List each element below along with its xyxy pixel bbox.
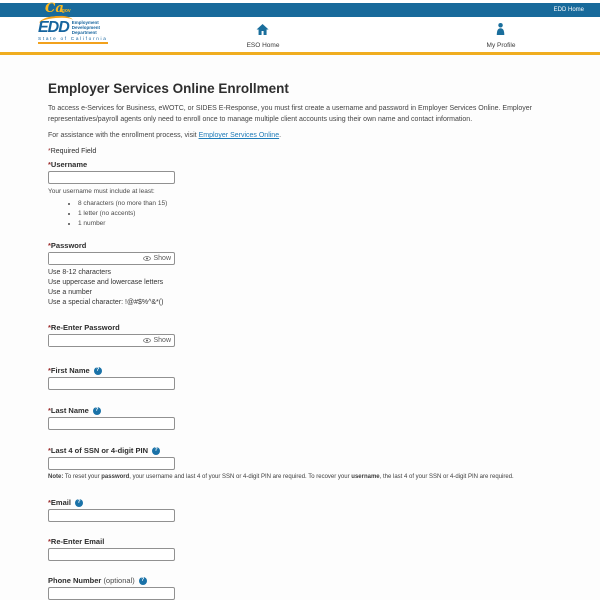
required-field-note bbox=[48, 146, 555, 157]
last-name-input[interactable] bbox=[48, 417, 175, 430]
first-name-field-group bbox=[48, 366, 555, 390]
edd-home-link[interactable]: EDD Home bbox=[553, 7, 584, 13]
ssn-pin-label bbox=[48, 446, 148, 455]
nav-eso-home-label: ESO Home bbox=[246, 42, 280, 49]
phone-label-text: Phone Number bbox=[48, 576, 102, 585]
site-header bbox=[0, 17, 600, 52]
username-field-group bbox=[48, 160, 555, 227]
page-title: Employer Services Online Enrollment bbox=[48, 81, 289, 96]
password-rules bbox=[48, 268, 555, 308]
required-marker: * bbox=[48, 323, 51, 332]
required-marker: * bbox=[48, 160, 51, 169]
required-marker: * bbox=[48, 446, 51, 455]
ssn-pin-input[interactable] bbox=[48, 457, 175, 470]
show-password-button[interactable] bbox=[143, 255, 174, 262]
required-marker: * bbox=[48, 537, 51, 546]
last-name-label-text: Last Name bbox=[50, 406, 89, 415]
eye-icon bbox=[143, 256, 151, 261]
first-name-label-text: First Name bbox=[50, 366, 90, 375]
phone-input[interactable] bbox=[48, 587, 175, 600]
ssn-note-bold: password bbox=[101, 474, 130, 480]
edd-logo-line3: Department bbox=[71, 29, 97, 35]
password-input[interactable] bbox=[49, 253, 143, 264]
intro-paragraph: To access e-Services for Business, eWOTC, or SIDES E-Response, you must first create a username and password in Employer Services Online. Employer representatives/payroll agents only need to enroll once to manage multiple client accounts using their own name and contact information. bbox=[48, 105, 532, 123]
reenter-password-label bbox=[48, 323, 120, 332]
password-field-group bbox=[48, 241, 555, 308]
ssn-pin-note: Note: To reset your password, your username and last 4 of your SSN or 4-digit PIN are required. To recover your username, the last 4 of your SSN or 4-digit PIN are required. bbox=[48, 474, 514, 480]
assistance-line bbox=[48, 130, 555, 141]
reenter-password-label-text: Re-Enter Password bbox=[50, 323, 120, 332]
assistance-suffix: . bbox=[279, 132, 282, 139]
username-rule: • 1 letter (no accents) bbox=[78, 210, 555, 217]
help-icon[interactable]: ? bbox=[152, 447, 160, 455]
username-rule-list bbox=[48, 200, 555, 227]
ssn-note-bold: username bbox=[351, 474, 380, 480]
required-marker: * bbox=[48, 148, 51, 155]
edd-logo-line1: Employment bbox=[71, 20, 99, 25]
username-rule: • 8 characters (no more than 15) bbox=[78, 200, 555, 207]
show-reenter-password-label: Show bbox=[153, 337, 171, 344]
reenter-email-field-group bbox=[48, 537, 555, 561]
ca-gov-logo-script: Ca bbox=[45, 1, 64, 16]
phone-label bbox=[48, 576, 135, 585]
last-name-label bbox=[48, 406, 89, 415]
edd-logo-text: EDD bbox=[38, 19, 69, 36]
show-password-label: Show bbox=[153, 255, 171, 262]
first-name-input[interactable] bbox=[48, 377, 175, 390]
enrollment-page bbox=[0, 55, 600, 600]
reenter-password-field-group bbox=[48, 323, 555, 347]
utility-bar bbox=[0, 3, 600, 17]
ssn-pin-field-group bbox=[48, 446, 555, 481]
password-label-text: Password bbox=[50, 241, 87, 250]
username-label-text: Username bbox=[50, 160, 88, 169]
nav-my-profile-label: My Profile bbox=[486, 42, 516, 49]
assistance-prefix: For assistance with the enrollment process, visit bbox=[48, 132, 199, 139]
help-icon[interactable]: ? bbox=[93, 407, 101, 415]
help-icon[interactable]: ? bbox=[139, 577, 147, 585]
phone-field-group bbox=[48, 576, 555, 600]
reenter-email-label bbox=[48, 537, 104, 546]
ssn-pin-label-text: Last 4 of SSN or 4-digit PIN bbox=[50, 446, 149, 455]
password-rule: Use a special character: !@#$%^&*() bbox=[48, 299, 164, 306]
password-rule: Use 8-12 characters bbox=[48, 269, 112, 276]
home-icon bbox=[257, 24, 269, 35]
ssn-note-bold: Note: bbox=[48, 474, 64, 480]
reenter-password-input-box bbox=[48, 334, 175, 347]
required-marker: * bbox=[48, 498, 51, 507]
required-marker: * bbox=[48, 366, 51, 375]
help-icon[interactable]: ? bbox=[94, 367, 102, 375]
employer-services-online-link[interactable]: Employer Services Online bbox=[198, 132, 280, 139]
first-name-label bbox=[48, 366, 90, 375]
edd-logo[interactable] bbox=[38, 20, 108, 44]
email-label-text: Email bbox=[50, 498, 71, 507]
help-icon[interactable]: ? bbox=[75, 499, 83, 507]
password-input-box bbox=[48, 252, 175, 265]
phone-optional-suffix: (optional) bbox=[103, 576, 135, 585]
password-label bbox=[48, 241, 86, 250]
nav-my-profile[interactable] bbox=[487, 22, 516, 49]
edd-logo-line2: Development bbox=[71, 24, 101, 30]
ca-gov-logo[interactable] bbox=[45, 0, 71, 16]
reenter-password-input[interactable] bbox=[49, 335, 143, 346]
username-label bbox=[48, 160, 87, 169]
reenter-email-label-text: Re-Enter Email bbox=[50, 537, 105, 546]
profile-icon bbox=[496, 23, 506, 35]
edd-logo-department-lines bbox=[72, 20, 100, 35]
edd-logo-tagline: State of California bbox=[38, 36, 108, 44]
eye-icon bbox=[143, 338, 151, 343]
email-input[interactable] bbox=[48, 509, 175, 522]
email-field-group bbox=[48, 498, 555, 522]
required-marker: * bbox=[48, 406, 51, 415]
ca-gov-logo-suffix: gov bbox=[61, 8, 71, 14]
last-name-field-group bbox=[48, 406, 555, 430]
username-input[interactable] bbox=[48, 171, 175, 184]
username-rule: • 1 number bbox=[78, 220, 555, 227]
required-note-text: Required Field bbox=[50, 148, 97, 155]
password-rule: Use uppercase and lowercase letters bbox=[48, 279, 164, 286]
nav-eso-home[interactable] bbox=[247, 22, 280, 49]
email-label bbox=[48, 498, 71, 507]
username-hint-title: Your username must include at least: bbox=[48, 188, 155, 195]
reenter-email-input[interactable] bbox=[48, 548, 175, 561]
show-reenter-password-button[interactable] bbox=[143, 337, 174, 344]
required-marker: * bbox=[48, 241, 51, 250]
password-rule: Use a number bbox=[48, 289, 92, 296]
